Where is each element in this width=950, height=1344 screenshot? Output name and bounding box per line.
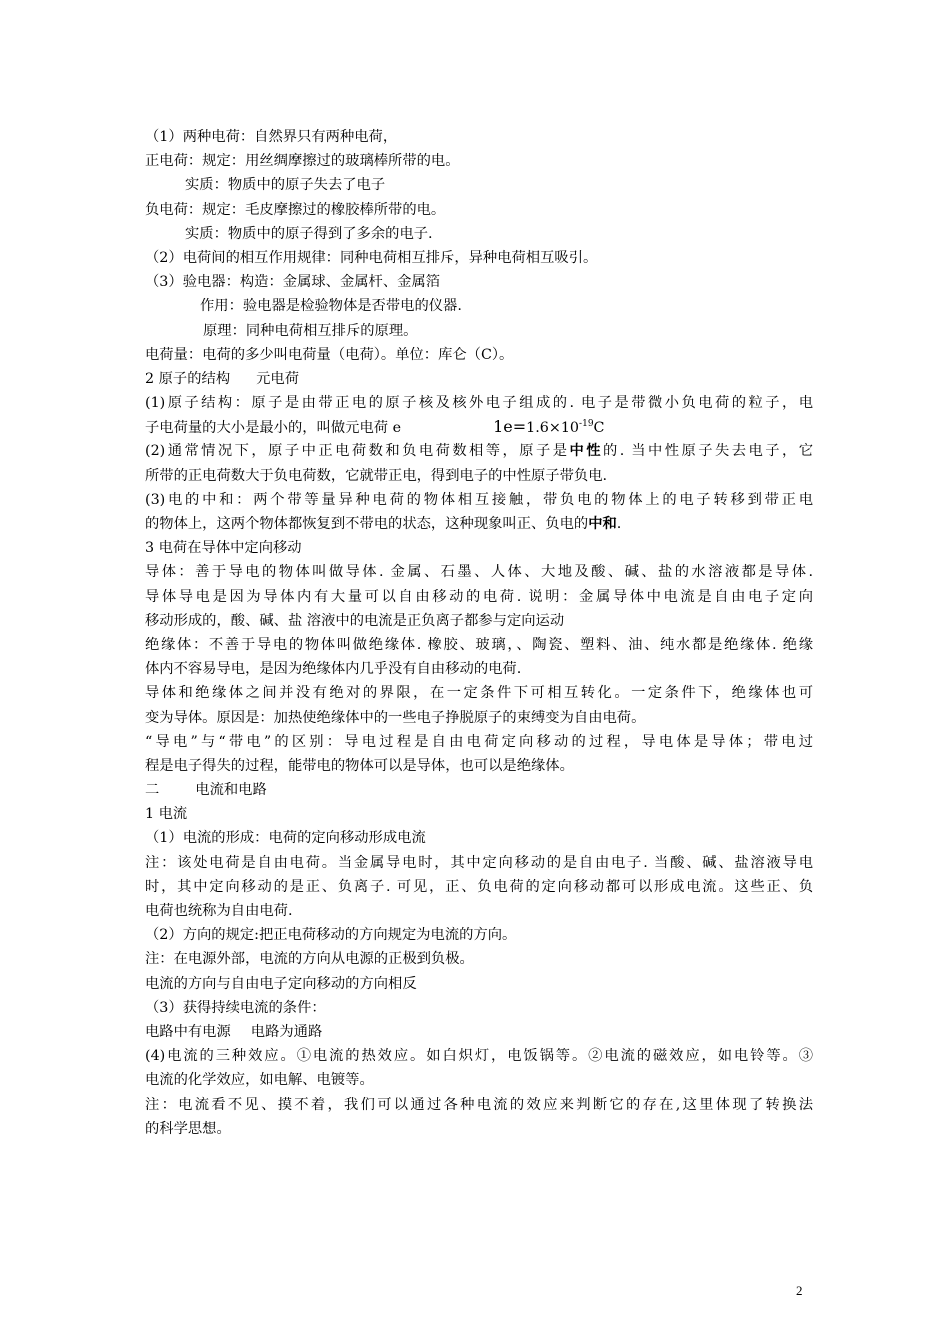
section-number: 2 原子的结构 [145,370,231,387]
text-line: 导体导电是因为导体内有大量可以自由移动的电荷. 说明：金属导体中电流是自由电子定向 [145,588,813,605]
part-title: 电流和电路 [195,782,267,799]
elementary-charge-formula [493,417,526,436]
text-span: . [616,516,622,532]
text-line: 正电荷：规定：用丝绸摩擦过的玻璃棒所带的电。 [145,153,460,170]
text-line: 实质：物质中的原子失去了电子 [185,177,386,194]
text-line [145,1020,813,1044]
text-line: 注：该处电荷是自由电荷。当金属导电时，其中定向移动的是自由电子. 当酸、碱、盐溶液导电 [145,854,813,871]
bold-term: 中性 [569,443,604,460]
text-line: （3）获得持续电流的条件： [145,999,326,1016]
condition-closed-circuit: 电路为通路 [250,1023,323,1040]
text-line: 移动形成的，酸、碱、盐 溶液中的电流是正负离子都参与定向运动 [145,612,565,629]
section-title: 元电荷 [256,370,300,387]
section-heading: 3 电荷在导体中定向移动 [145,540,302,557]
text-line: （3）验电器：构造：金属球、金属杆、金属箔 [145,274,441,291]
formula-lhs: 1e= [493,417,527,437]
section-heading [145,367,813,391]
part-number: 二 [145,782,160,799]
text-span: 的. 当中性原子失去电子，它 [603,443,814,460]
text-line: 绝缘体：不善于导电的物体叫做绝缘体. 橡胶、玻璃，、陶瓷、塑料、油、纯水都是绝缘体. 绝缘 [145,636,813,653]
bold-term: 中和 [588,516,617,532]
text-line: 电荷也统称为自由电荷. [145,903,293,919]
text-line: 导体和绝缘体之间并没有绝对的界限，在一定条件下可相互转化。一定条件下，绝缘体也可 [145,685,813,702]
text-line: （1）电流的形成：电荷的定向移动形成电流 [145,830,426,847]
text-line: 原理：同种电荷相互排斥的原理。 [203,322,418,339]
text-span: (2)通常情况下，原子中正电荷数和负电荷数相等，原子是 [145,443,570,460]
text-line: (1)原子结构：原子是由带正电的原子核及核外电子组成的. 电子是带微小负电荷的粒子，电 [145,395,813,412]
text-line: (4)电流的三种效应。①电流的热效应。如白炽灯，电饭锅等。②电流的磁效应，如电铃等。③ [145,1048,813,1065]
text-line [145,439,813,463]
text-line: 时，其中定向移动的是正、负离子. 可见，正、负电荷的定向移动都可以形成电流。这些正、负 [145,878,813,895]
text-line [145,512,813,536]
text-span: 子电荷量的大小是最小的，叫做元电荷 e [145,420,402,437]
formula-mantissa: 1.6×10 [526,420,580,437]
part-heading [145,778,813,802]
text-line: （2）电荷间的相互作用规律：同种电荷相互排斥，异种电荷相互吸引。 [145,249,598,266]
page-number: 2 [796,1283,803,1298]
text-line: 体内不容易导电，是因为绝缘体内几乎没有自由移动的电荷. [145,661,522,678]
text-line: 的科学思想。 [145,1120,231,1137]
section-heading: 1 电流 [145,806,188,823]
text-span: 的物体上，这两个物体都恢复到不带电的状态，这种现象叫正、负电的 [145,516,589,532]
text-line: 变为导体。原因是：加热使绝缘体中的一些电子挣脱原子的束缚变为自由电荷。 [145,709,646,726]
text-line: 程是电子得失的过程，能带电的物体可以是导体，也可以是绝缘体。 [145,757,574,774]
text-line: (3)电的中和：两个带等量异种电荷的物体相互接触，带负电的物体上的电子转移到带正电 [145,491,813,508]
formula-exponent: -19 [579,419,594,430]
text-line: （2）方向的规定:把正电荷移动的方向规定为电流的方向。 [145,927,517,944]
text-line: 实质：物质中的原子得到了多余的电子. [185,225,433,242]
text-line: 电荷量：电荷的多少叫电荷量（电荷）。单位：库仑（C）。 [145,346,514,363]
text-line: 注：电流看不见、摸不着，我们可以通过各种电流的效应来判断它的存在,这里体现了转换法 [145,1096,813,1113]
condition-power-source: 电路中有电源 [145,1023,231,1040]
text-line: 电流的方向与自由电子定向移动的方向相反 [145,975,417,992]
text-line [145,415,813,439]
text-line: “导电”与“带电”的区别：导电过程是自由电荷定向移动的过程，导电体是导体；带电过 [145,733,813,750]
text-line: 注：在电源外部，电流的方向从电源的正极到负极。 [145,951,474,968]
formula-unit: C [593,420,605,437]
text-line: （1）两种电荷：自然界只有两种电荷， [145,129,398,145]
text-line: 负电荷：规定：毛皮摩擦过的橡胶棒所带的电。 [145,201,446,218]
text-line: 电流的化学效应，如电解、电镀等。 [145,1072,374,1089]
text-line: 所带的正电荷数大于负电荷数，它就带正电，得到电子的中性原子带负电. [145,467,608,484]
text-line: 导体：善于导电的物体叫做导体. 金属、石墨、人体、大地及酸、碱、盐的水溶液都是导体. [145,564,813,581]
text-line: 作用：验电器是检验物体是否带电的仪器. [200,298,462,315]
page-content [145,125,813,1141]
